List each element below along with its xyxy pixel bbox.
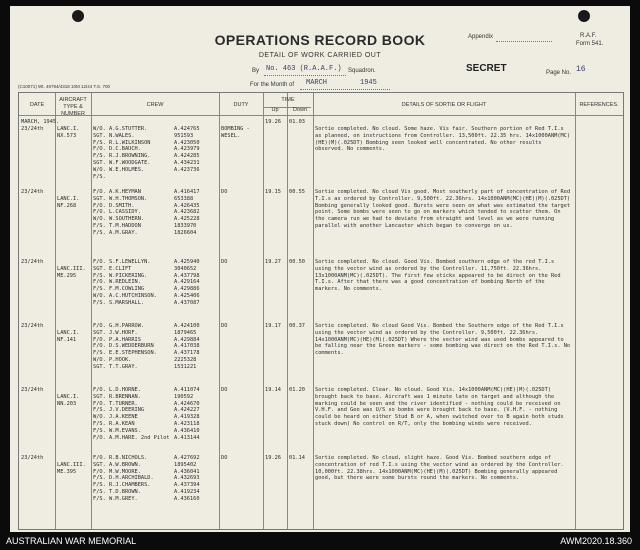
header-up: Up xyxy=(271,107,279,113)
entry-duty: DO xyxy=(221,189,228,195)
time-down: 01.14 xyxy=(289,455,305,461)
time-up: 19.26 xyxy=(265,455,281,461)
archive-reference: AWM2020.18.360 xyxy=(560,536,632,546)
year-value: 1945 xyxy=(360,79,377,87)
form-number: Form 541. xyxy=(576,41,604,47)
header-crew: CREW xyxy=(146,102,164,108)
squadron-line xyxy=(264,75,346,76)
form-code: R.A.F. xyxy=(580,33,597,39)
entry-duty: BOMBING - WESEL. xyxy=(221,126,250,139)
month-line xyxy=(300,89,390,90)
page-subtitle: DETAIL OF WORK CARRIED OUT xyxy=(258,52,382,59)
entry-date: 23/24th xyxy=(21,189,44,195)
sortie-details: Sortie completed. No cloud Vis good. Most southerly part of concentration of Red T.I.s as ordered by Controller. 9,500ft. 22.36hrs. 14x1000ANM(MC)(HE)(M)(.025DT) Bombing generally looked good. Bursts were seen on what was estimated the target point. Some bombs were seen to go on markers which tended to scatter them. On the camera run we had to deviate from straight and level as we were running parallel with another Lancaster which began to converge on us. xyxy=(315,189,571,229)
sortie-row xyxy=(19,455,623,521)
month-value: MARCH xyxy=(306,79,328,87)
entry-duty: DO xyxy=(221,387,228,393)
header-date: DATE xyxy=(29,102,45,108)
entry-date: 23/24th xyxy=(21,259,44,265)
record-sheet xyxy=(10,6,630,532)
crew-numbers: A.416417 653388 A.426435 A.423682 A.425228 1833970 1826604 xyxy=(174,189,200,236)
time-up: 19.26 xyxy=(265,119,281,125)
binder-hole-left xyxy=(72,10,84,22)
entry-date: 23/24th xyxy=(21,323,44,329)
time-up: 19.17 xyxy=(265,323,281,329)
sortie-row xyxy=(19,119,623,181)
entry-aircraft: LANC.I. NF.141 xyxy=(57,330,80,343)
header-down: Down xyxy=(292,107,308,113)
entry-duty: DO xyxy=(221,259,228,265)
appendix-label: Appendix xyxy=(468,34,494,40)
header-time: TIME xyxy=(281,97,295,103)
sortie-details: Sortie completed. No cloud. Some haze. Vis fair. Southern portion of Red T.I.s as planned, on instructions from Controller. 13,500ft. 22.35 hrs. 14x1000ANM(MC)(HE)(M)(.025DT) Bombing seen looked well concentrated. No other results observed. No comments. xyxy=(315,126,571,153)
sortie-details: Sortie completed. No cloud Good Vis. Bombed the Southern edge of the Red T.I.s using the vector wind as ordered by the Controller. 9,500ft. 22.36hrs. 14x1000ANM(MC)(HE)(M)(.025DT) Where the vector wind was used bombs appeared to be falling near the Green markers - some bombing was direct on the Red T.I.s. No comments. xyxy=(315,323,571,357)
time-up: 19.15 xyxy=(265,189,281,195)
crew-ranks: F/O. SGT. F/O. F/O. F/S. W/O. SGT. xyxy=(93,323,106,370)
crew-names: L.D.HORNE. R.BRENNAN. T.TURNER. J.V.DEERING J.A.KEENE R.A.KEAN W.M.EVANS. A.M.HARE. 2nd Pilot xyxy=(109,387,170,441)
crew-numbers: A.424100 1879465 A.429884 A.417038 A.437178 2225328 1531221 xyxy=(174,323,200,370)
crew-ranks: F/O. SGT. F/O. F/O. W/O. F/S. F/S. xyxy=(93,189,106,236)
header-references: REFERENCES. xyxy=(579,102,619,108)
page-number: 16 xyxy=(576,65,586,74)
sortie-details: Sortie completed. Clear. No cloud. Good Vis. 14x1000ANM(MC)(HE)(M)(.025DT) brought back to base. Aircraft was 1 minute late on target and although the marking could be seen and the river identified - nothing could be received on V.H.F. and Gee was U/S so bombs were brought back to base. (V.H.F. - nothing could be heard on either Stud B or A, when switched over to B again both studs stuck down) No control on R/T, only the bombing winds were received. xyxy=(315,387,564,427)
page-label: Page No. xyxy=(546,70,572,76)
sortie-row xyxy=(19,259,623,321)
crew-numbers: A.411074 190592 A.424670 A.424227 A.419328 A.423118 A.436410 A.413144 xyxy=(174,387,200,441)
binder-hole-right xyxy=(578,10,590,22)
crew-ranks: F/O. SGT. F/O. F/S. W/O. F/S. F/S. F/O. xyxy=(93,387,106,441)
time-down: 00.55 xyxy=(289,189,305,195)
entry-aircraft: LANC.I. NX.573 xyxy=(57,126,80,139)
secret-stamp: SECRET xyxy=(466,63,507,74)
time-down: 01.03 xyxy=(289,119,305,125)
sortie-details: Sortie completed. No cloud, slight haze. Good Vis. Bombed southern edge of concentration of red T.I.s using the vector wind as ordered by the Controller. 10,000ft. 22.38hrs. 14x1000ANM(MC)(HE)(M)(.025DT) Bombing generally appeared good, but there were some bursts round the markers. No comments. xyxy=(315,455,564,482)
by-label: By xyxy=(252,68,260,74)
crew-names: A.K.HEYMAN W.H.THOMSON. D.SMITH. L.CASSIDY. W.SOUTHERN. T.M.HADDON A.M.GRAY. xyxy=(109,189,148,236)
crew-names: S.F.LEWELLYN. E.CLIFT W.PICKERING. W.REDLEIN. F.M.COWLING A.C.HUTCHINSON. S.MARSHALL. xyxy=(109,259,157,306)
crew-names: A.G.STUTTER. N.WALES. R.L.WILKINSON D.C.BAUCH. R.J.BROWNING. W.F.WOODGATE. W.E.HOLMES. xyxy=(109,126,151,173)
record-table xyxy=(18,92,624,530)
entry-aircraft: LANC.I. NF.268 xyxy=(57,196,80,209)
entry-date: 23/24th xyxy=(21,455,44,461)
page-title: OPERATIONS RECORD BOOK xyxy=(214,32,426,48)
entry-aircraft: LANC.I. NN.203 xyxy=(57,394,80,407)
crew-ranks: F/O. SGT. F/S. F/O. F/S. W/O. F/S. xyxy=(93,259,106,306)
sortie-row xyxy=(19,387,623,453)
squadron-label: Squadron. xyxy=(348,68,376,74)
squadron-value: No. 463 (R.A.A.F.) xyxy=(266,65,342,73)
month-label: For the Month of xyxy=(250,82,295,88)
crew-numbers: A.424765 951593 A.423050 A.423979 A.424285 A.434231 A.423736 xyxy=(174,126,200,173)
entry-duty: DO xyxy=(221,323,228,329)
time-down: 01.20 xyxy=(289,387,305,393)
header-duty: DUTY xyxy=(233,102,249,108)
entry-date: MARCH, 1945. 23/24th xyxy=(21,119,60,132)
entry-duty: DO xyxy=(221,455,228,461)
header-aircraft: AIRCRAFT TYPE & NUMBER xyxy=(59,97,87,117)
crew-names: R.B.NICHOLS. A.W.BROWN. M.W.MOORE. D.H.ARCHIBALD. R.J.CHAMBERS. T.D.BROWN. W.M.GREY. xyxy=(109,455,154,502)
time-up: 19.27 xyxy=(265,259,281,265)
archive-credit: AUSTRALIAN WAR MEMORIAL xyxy=(6,536,137,546)
crew-names: G.H.PARROW. J.W.HORF. P.A.HARRIS D.S.WEDDERBURN E.E.STEPHENSON. P.HOOK. T.T.GRAY. xyxy=(109,323,157,370)
time-up: 19.14 xyxy=(265,387,281,393)
sortie-row xyxy=(19,189,623,255)
sortie-row xyxy=(19,323,623,385)
appendix-line xyxy=(496,41,552,42)
header-details: DETAILS OF SORTIE OR FLIGHT xyxy=(401,102,487,108)
printer-note: (C10071) Wt. 49794/4318 10M 12/44 T.S. 700 xyxy=(18,84,110,89)
crew-ranks: W/O. SGT. F/S. F/O. F/S. SGT. W/O. F/S. xyxy=(93,126,106,180)
crew-numbers: A.425940 3040652 A.437798 A.429164 A.429886 A.425406 A.437087 xyxy=(174,259,200,306)
time-down: 00.50 xyxy=(289,259,305,265)
entry-aircraft: LANC.III. ME.295 xyxy=(57,266,86,279)
entry-date: 23/24th xyxy=(21,387,44,393)
time-down: 00.37 xyxy=(289,323,305,329)
crew-ranks: F/O. SGT. F/O. F/S. F/S. F/S. F/S. xyxy=(93,455,106,502)
sortie-details: Sortie completed. No cloud. Good Vis. Bombed southern edge of the red T.I.s using the vector wind as ordered by the Controller. 11,750ft. 22.36hrs. 13x1000ANM(MC)(.025DT). The first few sticks appeared to be direct on the Red T.I.s. After that there was a good concentration of bombing North of the markers. No comments. xyxy=(315,259,561,293)
crew-numbers: A.427692 1895402 A.436041 A.432693 A.437394 A.419234 A.436160 xyxy=(174,455,200,502)
entry-aircraft: LANC.III. ME.395 xyxy=(57,462,86,475)
